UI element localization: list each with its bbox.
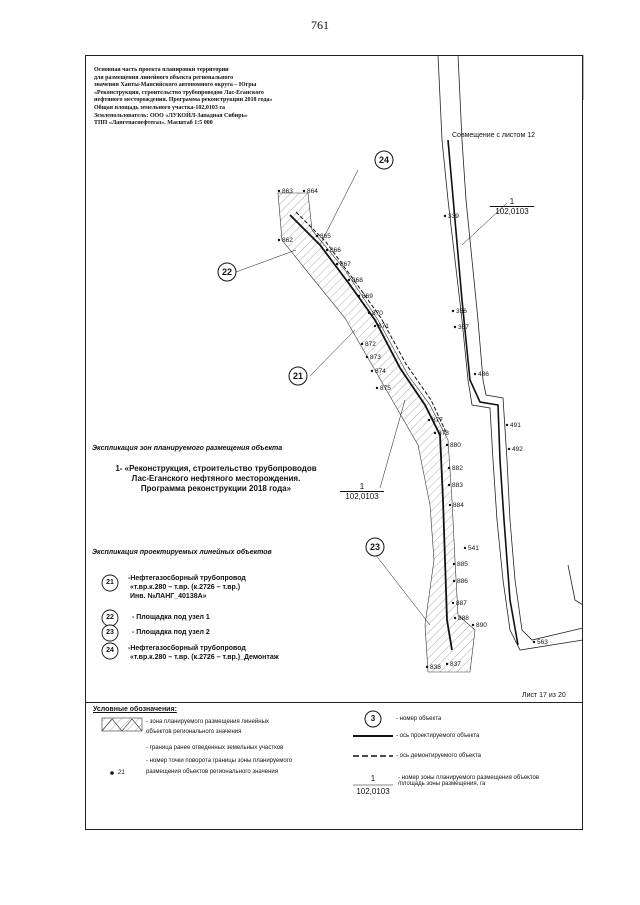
turn-point-dot bbox=[336, 263, 338, 265]
marker-24-label: 24 bbox=[378, 155, 389, 165]
turn-point-label: 872 bbox=[365, 341, 376, 348]
linear-object-line: -Нефтегазосборный трубопровод bbox=[128, 575, 246, 582]
conv-axis: - ось проектируемого объекта bbox=[396, 733, 480, 739]
turn-point-dot bbox=[454, 326, 456, 328]
turn-point-label: 887 bbox=[456, 600, 467, 607]
header-line: ТПП «Лангепаснефтегаз». Масштаб 1:5 000 bbox=[94, 120, 213, 127]
turn-point-label: 886 bbox=[457, 578, 468, 585]
turn-point-label: 867 bbox=[340, 261, 351, 268]
turn-point-dot bbox=[452, 310, 454, 312]
conv-line: - номер зоны планируемого размещения объектов bbox=[398, 775, 540, 781]
turn-point-label: 838 bbox=[430, 664, 441, 671]
zone-number: 1 bbox=[509, 197, 515, 206]
conv-turn-point-sample: 21 bbox=[118, 770, 125, 776]
header-line: значения Ханты-Мансийского автономного округа – Югры bbox=[94, 82, 257, 89]
conv-line: /площадь зоны размещения, га bbox=[398, 781, 486, 787]
turn-point-dot bbox=[371, 370, 373, 372]
marker-21-label: 21 bbox=[292, 371, 303, 381]
turn-point-label: 868 bbox=[352, 277, 363, 284]
turn-point-dot bbox=[303, 190, 305, 192]
turn-point-label: 873 bbox=[370, 354, 381, 361]
marker-23-label: 23 bbox=[369, 542, 380, 552]
linear-object-num: 24 bbox=[106, 647, 114, 654]
turn-point-dot bbox=[454, 617, 456, 619]
turn-point-label: 882 bbox=[452, 465, 463, 472]
turn-point-label: 878 bbox=[438, 430, 449, 437]
header-line: Землепользователь: ООО «ЛУКОЙЛ-Западная Сибирь» bbox=[94, 112, 248, 119]
conv-zone-num-sample-top: 1 bbox=[370, 774, 376, 783]
turn-point-label: 874 bbox=[375, 368, 386, 375]
page-number: 761 bbox=[311, 18, 329, 32]
turn-point-label: 863 bbox=[282, 188, 293, 195]
turn-point-label: 890 bbox=[476, 622, 487, 629]
marker-22-label: 22 bbox=[221, 267, 232, 277]
conv-line: - зона планируемого размещения линейных bbox=[146, 719, 269, 725]
turn-point-dot bbox=[358, 295, 360, 297]
turn-point-label: 486 bbox=[478, 371, 489, 378]
zone-number: 1 bbox=[359, 482, 365, 491]
conv-line: объектов регионального значения bbox=[146, 729, 242, 735]
turn-point-dot bbox=[446, 444, 448, 446]
turn-point-label: 883 bbox=[452, 482, 463, 489]
legend-zone-title: Экспликация зон планируемого размещения объекта bbox=[92, 445, 283, 452]
legend-zone-text bbox=[86, 464, 346, 494]
turn-point-dot bbox=[464, 547, 466, 549]
turn-point-label: 865 bbox=[320, 233, 331, 240]
header-line: нефтяного месторождения. Программа реконструкции 2018 года» bbox=[94, 97, 273, 104]
legend-zone-line: 1- «Реконструкция, строительство трубопроводов bbox=[115, 464, 317, 473]
turn-point-dot bbox=[434, 432, 436, 434]
turn-point-label: 492 bbox=[512, 446, 523, 453]
turn-point-dot bbox=[453, 563, 455, 565]
turn-point-dot bbox=[446, 663, 448, 665]
turn-point-label: 862 bbox=[282, 237, 293, 244]
turn-point-dot bbox=[452, 602, 454, 604]
turn-point-dot bbox=[444, 215, 446, 217]
linear-object-22: - Площадка под узел 1 bbox=[132, 614, 210, 621]
turn-point-dot bbox=[316, 235, 318, 237]
conv-zone-num-sample-bottom: 102,0103 bbox=[356, 787, 390, 796]
zone-area: 102,0103 bbox=[490, 206, 534, 216]
header-line: «Реконструкция, строительство трубопроводов Лас-Еганского bbox=[94, 89, 264, 96]
turn-point-dot bbox=[278, 190, 280, 192]
header-line: Основная часть проекта планировки территории bbox=[94, 67, 229, 73]
turn-point-label: 837 bbox=[450, 661, 461, 668]
turn-point-dot bbox=[449, 504, 451, 506]
turn-point-label: 885 bbox=[457, 561, 468, 568]
turn-point-dot bbox=[368, 312, 370, 314]
header-block bbox=[94, 67, 324, 128]
linear-object-line: «т.вр.к.280 – т.вр. (к.2726 – т.вр.)_Демонтаж bbox=[130, 654, 279, 661]
turn-point-dot bbox=[448, 484, 450, 486]
legend-zone-line: Программа реконструкции 2018 года» bbox=[140, 484, 292, 493]
turn-point-label: 864 bbox=[307, 188, 318, 195]
turn-point-dot bbox=[374, 325, 376, 327]
turn-point-label: 869 bbox=[362, 293, 373, 300]
combine-note: Совмещение с листом 12 bbox=[452, 132, 535, 139]
conv-line: - номер точки поворота границы зоны планируемого bbox=[146, 758, 293, 764]
turn-point-label: 871 bbox=[378, 323, 389, 330]
turn-point-dot bbox=[508, 448, 510, 450]
turn-point-dot bbox=[533, 641, 535, 643]
conventions-divider bbox=[85, 702, 583, 703]
turn-point-dot bbox=[366, 356, 368, 358]
conv-demolish: - ось демонтируемого объекта bbox=[396, 753, 481, 759]
header-line: Общая площадь земельного участка-102,0103 га bbox=[94, 104, 226, 111]
linear-object-line: «т.вр.к.280 – т.вр. (к.2726 – т.вр.) bbox=[130, 584, 241, 591]
legend-linear-title: Экспликация проектируемых линейных объектов bbox=[92, 549, 272, 556]
turn-point-dot bbox=[506, 424, 508, 426]
turn-point-label: 870 bbox=[372, 310, 383, 317]
conv-object-num-sample: 3 bbox=[370, 714, 376, 723]
zone-area: 102,0103 bbox=[340, 491, 384, 501]
linear-object-24 bbox=[128, 644, 279, 662]
turn-point-dot bbox=[278, 239, 280, 241]
turn-point-label: 563 bbox=[537, 639, 548, 646]
turn-point-dot bbox=[472, 624, 474, 626]
turn-point-dot bbox=[348, 279, 350, 281]
conv-boundary: - граница ранее отведенных земельных участков bbox=[146, 745, 284, 751]
turn-point-label: 888 bbox=[458, 615, 469, 622]
turn-point-label: 339 bbox=[448, 213, 459, 220]
turn-point-dot bbox=[453, 580, 455, 582]
linear-object-num: 22 bbox=[106, 614, 114, 621]
conv-turn-point bbox=[146, 758, 292, 775]
conv-object-num: - номер объекта bbox=[396, 716, 442, 722]
turn-point-dot bbox=[448, 467, 450, 469]
turn-point-label: 866 bbox=[330, 247, 341, 254]
turn-point-label: 491 bbox=[510, 422, 521, 429]
conv-line: размещения объектов регионального значения bbox=[146, 769, 279, 775]
header-line: для размещения линейного объекта регионального bbox=[94, 74, 234, 81]
corridor-right-c bbox=[568, 565, 583, 605]
linear-object-line: -Нефтегазосборный трубопровод bbox=[128, 645, 246, 652]
conventions-title: Условные обозначения: bbox=[93, 706, 177, 713]
turn-point-label: 356 bbox=[456, 308, 467, 315]
linear-object-num: 21 bbox=[106, 579, 114, 586]
turn-point-label: 875 bbox=[380, 385, 391, 392]
turn-point-label: 877 bbox=[432, 417, 443, 424]
turn-point-label: 541 bbox=[468, 545, 479, 552]
sheet-number: Лист 17 из 20 bbox=[522, 692, 566, 699]
corridor-right-b bbox=[458, 55, 583, 640]
linear-object-21 bbox=[128, 574, 246, 601]
turn-point-dot bbox=[376, 387, 378, 389]
zone-label-left bbox=[340, 482, 384, 501]
turn-point-label: 880 bbox=[450, 442, 461, 449]
turn-point-label: 884 bbox=[453, 502, 464, 509]
turn-point-dot bbox=[428, 419, 430, 421]
conv-zone bbox=[146, 719, 269, 735]
legend-zone-line: Лас-Еганского нефтяного месторождения. bbox=[131, 474, 301, 483]
turn-point-dot bbox=[361, 343, 363, 345]
conv-zone-num bbox=[398, 775, 539, 787]
zone-label-right bbox=[490, 197, 534, 216]
linear-object-num: 23 bbox=[106, 629, 114, 636]
turn-point-dot bbox=[326, 249, 328, 251]
linear-object-line: Инв. №ЛАНГ_40138А» bbox=[130, 593, 207, 600]
turn-point-label: 357 bbox=[458, 324, 469, 331]
linear-object-23: - Площадка под узел 2 bbox=[132, 629, 210, 636]
turn-point-dot bbox=[426, 666, 428, 668]
turn-point-dot bbox=[474, 373, 476, 375]
